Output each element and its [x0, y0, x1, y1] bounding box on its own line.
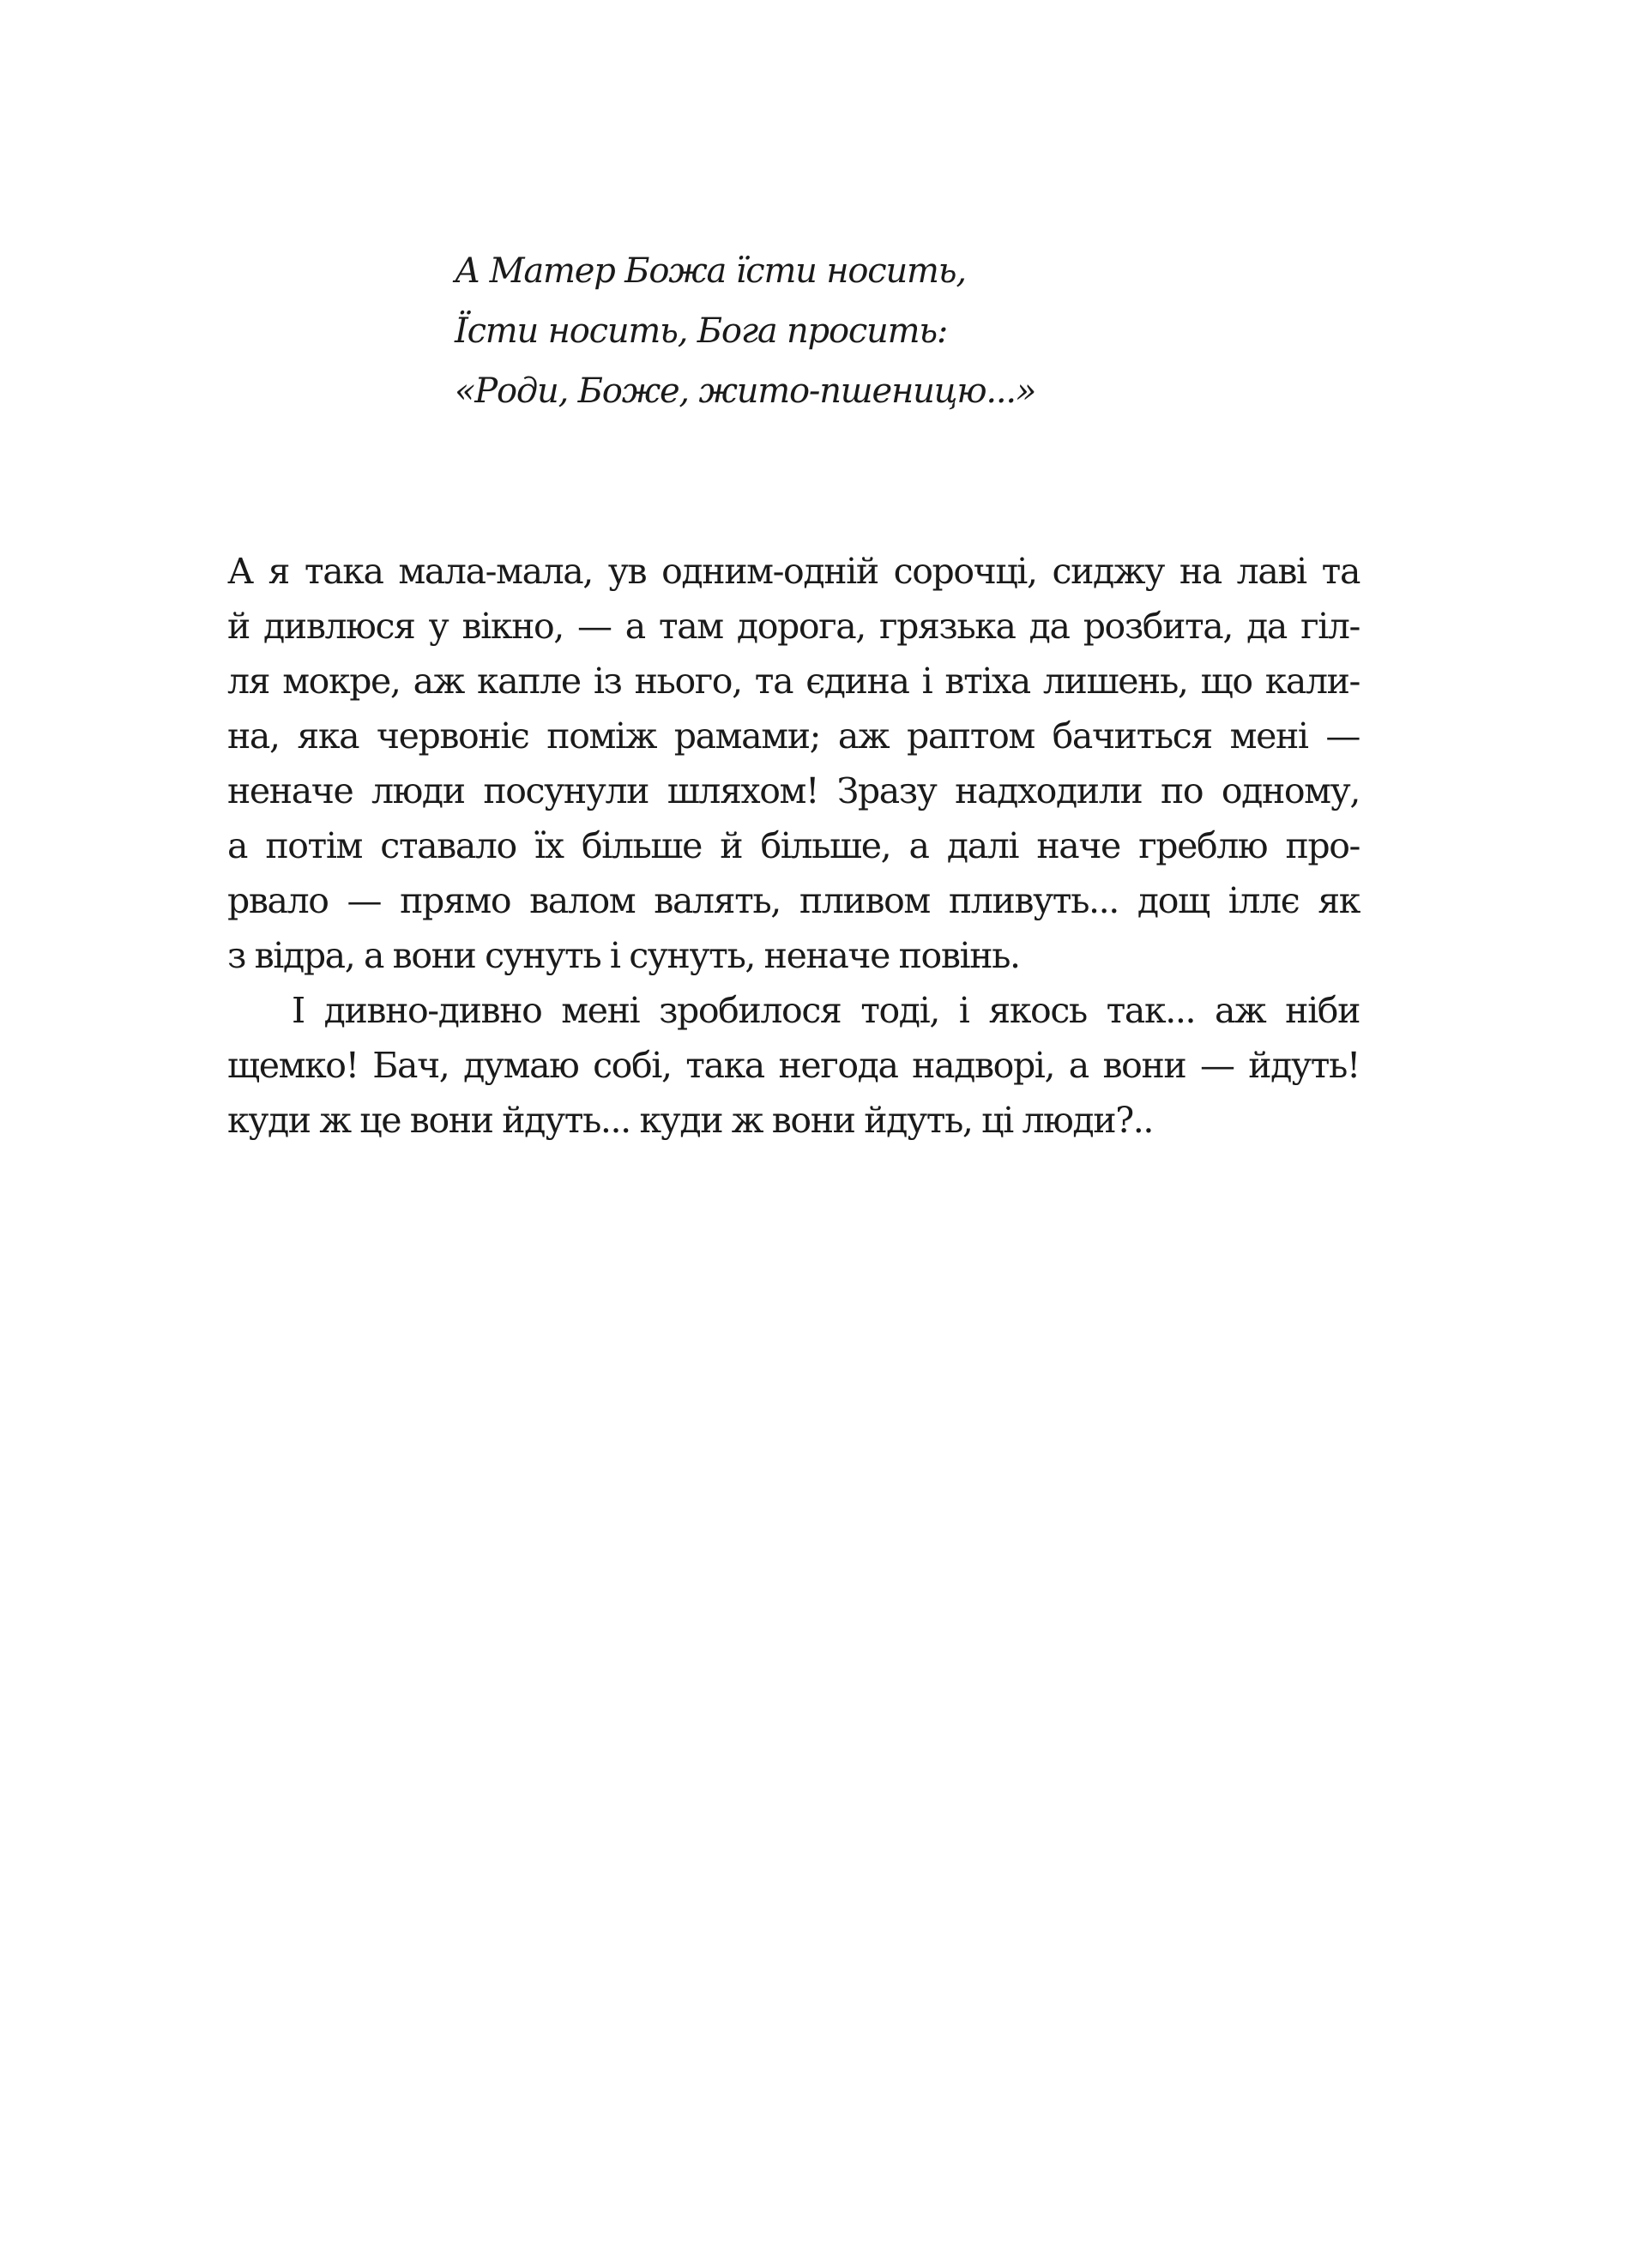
- verse-line: «Роди, Боже, жито-пшеницю...»: [455, 371, 1036, 411]
- text-line: й дивлюся у вікно, — а там дорога, грязька да розбита, да гіл-: [227, 606, 1360, 647]
- verse-epigraph: [455, 241, 1035, 421]
- verse-line: Їсти носить, Бога просить:: [455, 311, 948, 351]
- text-line: щемко! Бач, думаю собі, така негода надворі, а вони — йдуть!: [227, 1045, 1360, 1086]
- text-line: на, яка червоніє поміж рамами; аж раптом бачиться мені —: [227, 715, 1360, 757]
- text-line: І дивно-дивно мені зробилося тоді, і якось так... аж ніби: [292, 990, 1360, 1031]
- text-line: неначе люди посунули шляхом! Зразу надходили по одному,: [227, 770, 1360, 811]
- text-line: рвало — прямо валом валять, пливом пливуть... дощ іллє як: [227, 880, 1360, 921]
- prose-body: [227, 544, 1360, 1148]
- text-line: ля мокре, аж капле із нього, та єдина і втіха лишень, що кали-: [227, 660, 1360, 702]
- verse-line: А Матер Божа їсти носить,: [455, 251, 966, 291]
- text-line: з відра, а вони сунуть і сунуть, неначе повінь.: [227, 935, 1020, 976]
- text-line: А я така мала-мала, ув одним-одній сорочці, сиджу на лаві та: [227, 551, 1360, 592]
- paragraph-1: [227, 544, 1360, 983]
- text-line: куди ж це вони йдуть... куди ж вони йдуть, ці люди?..: [227, 1100, 1154, 1141]
- paragraph-2: [227, 983, 1360, 1148]
- text-line: а потім ставало їх більше й більше, а далі наче греблю про-: [227, 825, 1360, 866]
